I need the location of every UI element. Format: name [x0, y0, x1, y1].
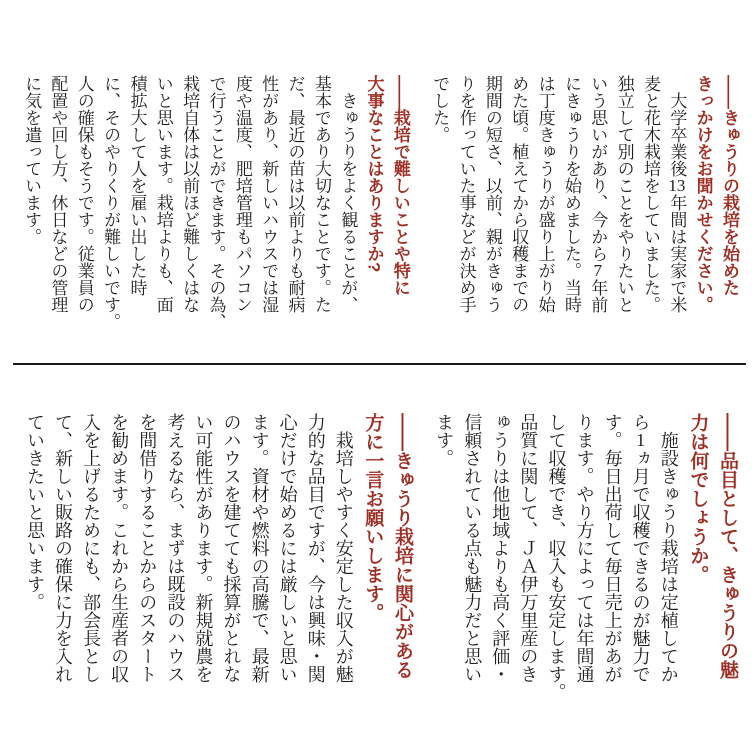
interview-question: ——きゅうり栽培に関心がある 方に一言お願いします。 [362, 413, 414, 679]
interview-answer: 栽培しやすく安定した収入が魅 力的な品目ですが、今は興味・関 心だけで始めるには厳しいと思い ます。資材や燃料の高騰で、最新 のハウスを建てても採算がとれな い可能性があります。新規就農を 考えるなら、まずは既設のハウス を間借りすることからのスタート を勧めます。これから生産者の収 入を上げるためにも、部会長とし て、新しい販路の確保に力を入れ ていきたいと思います。 [24, 413, 354, 683]
qa-block [21, 413, 417, 701]
interview-answer: 施設きゅうり栽培は定植してか ら1ヵ月で収穫できるのが魅力で す。毎日出荷して毎日売上があが ります。やり方によっては年間通 して収穫でき、収入も安定します。 品質に関して、ＪＡ伊万里産のき ゅうりは他地域よりも高く評価・ 信頼されている点も魅力だと思い ます。 [434, 413, 679, 701]
qa-block [18, 75, 413, 330]
qa-block [426, 75, 742, 330]
interview-section-bottom [21, 413, 742, 701]
interview-question: ——きゅうりの栽培を始めた きっかけをお聞かせください。 [693, 75, 739, 313]
section-divider [13, 363, 746, 365]
interview-answer: きゅうりをよく観ることが、 基本であり大切なことです。た だ、最近の苗は以前よりも耐病 性があり、新しいハウスでは湿 度や温度、肥培管理もパソコン で行うことができます。その為、 栽培自体は以前ほど難しくはな いと思います。栽培よりも、面 積拡大して人を雇い出した時 に、そのやりくりが難しいです。 人の確保もそうです。従業員の 配置や回し方、休日などの管理 に気を遣っています。 [22, 75, 358, 330]
qa-block [430, 413, 742, 701]
interview-section-top [18, 75, 742, 330]
interview-answer: 大学卒業後13年間は実家で米 麦と花木栽培をしていました。 独立して別のことをやりたいと いう思いがあり、今から7年前 にきゅうりを始めました。当時 は丁度きゅうりが盛り上がり始 めた頃。植えてから収穫までの 期間の短さ、以前、親がきゅう りを作っていた事などが決め手 でした。 [430, 75, 687, 313]
interview-question: ——栽培で難しいことや特に 大事なことはありますか? [364, 75, 410, 296]
interview-question: ——品目として、きゅうりの魅 力は何でしょうか。 [687, 413, 738, 679]
